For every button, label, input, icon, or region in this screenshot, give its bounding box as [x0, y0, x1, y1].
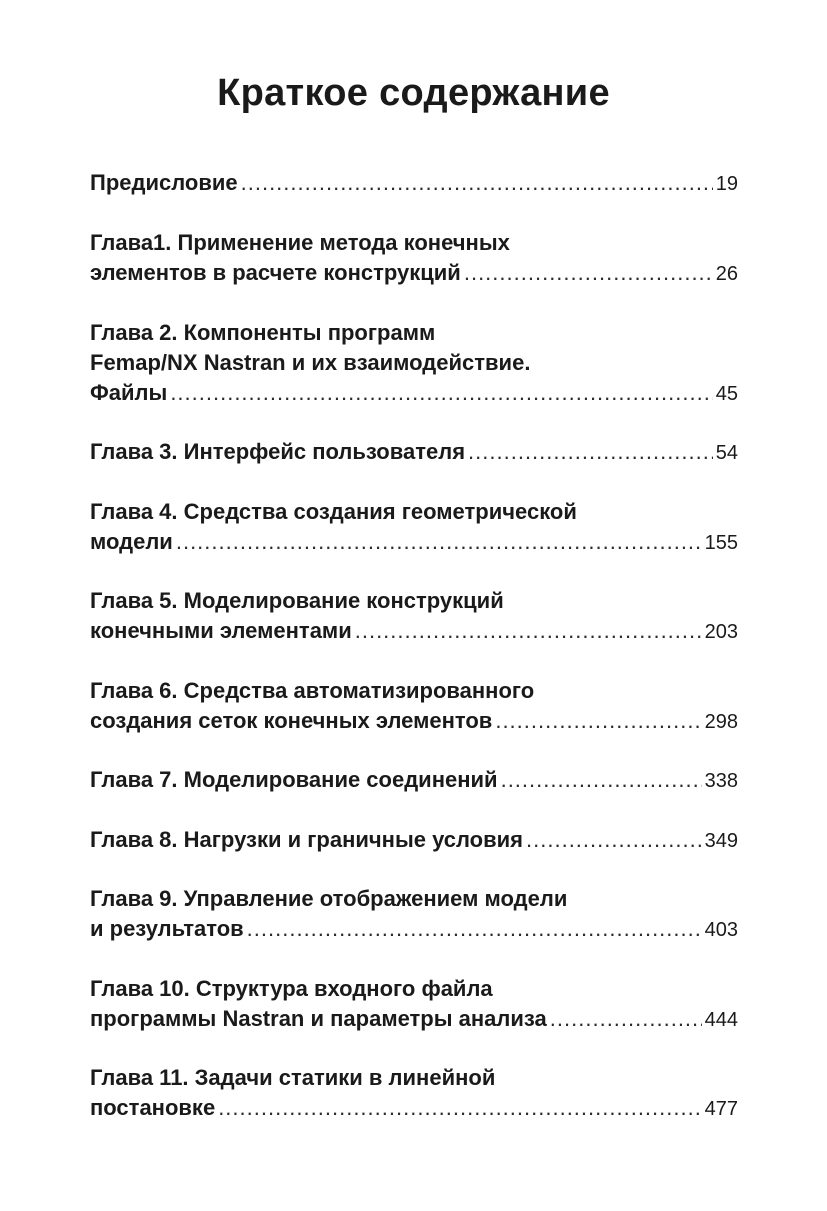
toc-page-number: 203: [704, 621, 738, 643]
toc-entry-chapter-5: [90, 586, 738, 647]
toc-entry-title-line: Глава 9. Управление отображением модели: [90, 886, 568, 911]
dot-leader: [501, 765, 702, 795]
dot-leader: [218, 1093, 701, 1123]
dot-leader: [495, 706, 701, 736]
toc-page-number: 298: [704, 711, 738, 733]
dot-leader: [550, 1004, 702, 1034]
toc-entry-title: Глава 3. Интерфейс пользователя: [90, 439, 466, 464]
toc-entry-chapter-4: [90, 497, 738, 558]
toc-entry-title: и результатов: [90, 916, 244, 941]
toc-entry-title-line: Глава1. Применение метода конечных: [90, 230, 510, 255]
toc-entry-title: Глава 8. Нагрузки и граничные условия: [90, 827, 524, 852]
toc-entry-title-line: Глава 4. Средства создания геометрической: [90, 499, 577, 524]
toc-page-number: 54: [715, 442, 738, 464]
toc-entry-chapter-10: [90, 974, 738, 1035]
toc-entry-title: создания сеток конечных элементов: [90, 708, 493, 733]
toc-entry-title: постановке: [90, 1095, 216, 1120]
toc-page-number: 477: [704, 1098, 738, 1120]
toc-entry-chapter-6: [90, 676, 738, 737]
toc-page-number: 338: [704, 770, 738, 792]
toc-page-number: 155: [704, 532, 738, 554]
toc-entry-title: программы Nastran и параметры анализа: [90, 1006, 547, 1031]
dot-leader: [468, 437, 713, 467]
dot-leader: [247, 914, 702, 944]
toc-page-number: 444: [704, 1009, 738, 1031]
toc-entry-title: Файлы: [90, 380, 168, 405]
dot-leader: [176, 527, 702, 557]
toc-entry-title: Глава 7. Моделирование соединений: [90, 767, 498, 792]
toc-entry-title-line: Глава 10. Структура входного файла: [90, 976, 493, 1001]
toc-entry-title: элементов в расчете конструкций: [90, 260, 461, 285]
dot-leader: [241, 168, 713, 198]
toc-entry-title: конечными элементами: [90, 618, 352, 643]
toc-page-number: 349: [704, 830, 738, 852]
toc-entry-title-line: Глава 11. Задачи статики в линейной: [90, 1065, 496, 1090]
toc-entry-title-line: Глава 6. Средства автоматизированного: [90, 678, 535, 703]
toc-page-number: 45: [715, 383, 738, 405]
toc-entry-title-line: Femap/NX Nastran и их взаимодействие.: [90, 350, 531, 375]
page-title: Краткое содержание: [217, 72, 610, 114]
toc-entry-chapter-9: [90, 884, 738, 945]
toc-entry-title-line: Глава 2. Компоненты программ: [90, 320, 436, 345]
toc-entry-title: Предисловие: [90, 170, 238, 195]
dot-leader: [526, 825, 702, 855]
dot-leader: [464, 258, 713, 288]
toc-entry-title-line: Глава 5. Моделирование конструкций: [90, 588, 504, 613]
toc-entry-chapter-11: [90, 1063, 738, 1124]
toc-page-number: 403: [704, 919, 738, 941]
toc-entry-chapter-1: [90, 228, 738, 289]
dot-leader: [355, 616, 702, 646]
toc-page-number: 19: [715, 173, 738, 195]
toc-entry-chapter-2: [90, 318, 738, 409]
toc-entry-preface: [90, 168, 738, 199]
toc-entry-title: модели: [90, 529, 173, 554]
toc-entry-chapter-8: [90, 825, 738, 856]
toc-page-number: 26: [715, 263, 738, 285]
toc-entry-chapter-3: [90, 437, 738, 468]
dot-leader: [170, 378, 712, 408]
toc-entry-chapter-7: [90, 765, 738, 796]
